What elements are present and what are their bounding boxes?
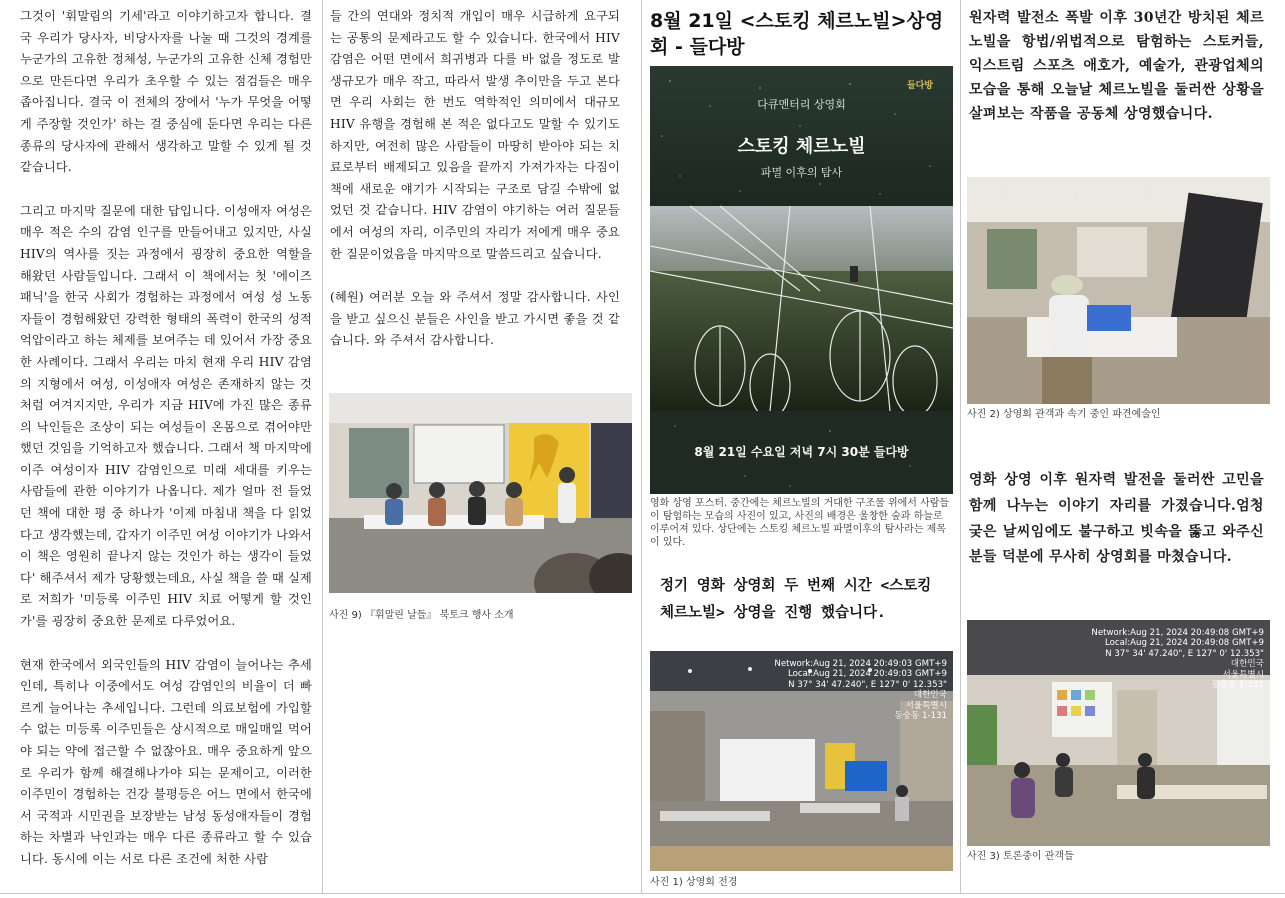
- paragraph: (혜원) 여러분 오늘 와 주셔서 정말 감사합니다. 사인을 받고 싶으신 분들은 사인을 받고 가시면 좋을 것 같습니다. 와 주셔서 감사합니다.: [330, 290, 620, 348]
- poster-kicker: 다큐멘터리 상영회: [757, 98, 846, 111]
- screening-intro-text: 원자력 발전소 폭발 이후 30년간 방치된 체르노빌을 항법/위법적으로 탐험하는 스토커들, 익스트림 스포츠 애호가, 예술가, 관광업체의 모습을 통해 오늘날 체르노빌을 둘러싼 상황을 살펴보는 작품을 공동체 상영했습니다.: [969, 10, 1264, 122]
- overlay-line: Local:Aug 21, 2024 20:49:08 GMT+9: [1104, 638, 1264, 649]
- section-subhead: 정기 영화 상영회 두 번째 시간 <스토킹 체르노빌> 상영을 진행 했습니다.: [660, 578, 932, 621]
- screening-photo: [650, 651, 953, 871]
- photo-caption: 사진 2) 상영회 관객과 속기 중인 파견예술인: [967, 409, 1161, 420]
- overlay-line: 대한민국: [1230, 659, 1264, 670]
- article-headline: 8월 21일 <스토킹 체르노빌>상영회 - 들다방: [650, 10, 944, 58]
- poster-caption: 영화 상영 포스터. 중간에는 체르노빌의 거대한 구조물 위에서 사람들이 탐험하는 모습의 사진이 있고, 사진의 배경은 울창한 숲과 하늘로 이루어져 있다. 상단에는 스토킹 체르노빌 파멸이후의 탐사라는 제목이 있다.: [650, 498, 950, 548]
- paragraph: 들 간의 연대와 정치적 개입이 매우 시급하게 요구되는 공통의 문제라고도 할 수 있습니다. 한국에서 HIV 감염은 어떤 면에서 희귀병과 다를 바 없을 정도로 발생규모가 매우 작고, 따라서 발생 추이만을 두고 본다면 우리 사회는 한 번도 역학적인 의미에서 대규모 HIV 유행을 경험해 본 적은 없다고도 말할 수 있기도 하지만, 여전히 많은 사람들이 마땅히 받아야 되는 치료로부터 배제되고 있음을 끝까지 가져가자는 다짐이 책에 새로운 얘기가 시작되는 구조로 담길 수밖에 없었던 것 같습니다. HIV 감염이 야기하는 여러 질문들에서 여성의 자리, 이주민의 자리가 저에게 매우 중요한 질문이었음을 마지막으로 말씀드리고 싶습니다.: [330, 9, 620, 261]
- overlay-line: 동숭동 1-131: [894, 711, 947, 722]
- overlay-line: Local:Aug 21, 2024 20:49:03 GMT+9: [787, 669, 947, 680]
- poster-subtitle: 파멸 이후의 탐사: [760, 166, 843, 179]
- photo-gps-overlay: [774, 659, 947, 721]
- photo-caption: 사진 3) 토론중이 관객들: [967, 851, 1074, 862]
- paragraph: 그것이 '휘말림의 기세'라고 이야기하고자 합니다. 결국 우리가 당사자, 비당사자를 나눌 때 그것의 경계를 누군가의 고유한 정체성, 누군가의 고유한 신체 경험만으로 만든다면 우리가 초우할 수 있는 점검들은 매우 좁아집니다. 결국 이 전체의 장에서 '누가 무엇을 어떻게 주장할 것인가' 하는 걸 중심에 둔다면 우리는 다른 종류의 당사자에 관해서 생각하고 말할 수 있게 될 것 같습니다.: [20, 9, 312, 175]
- overlay-line: N 37° 34' 47.240", E 127° 0' 12.353": [788, 679, 947, 690]
- photo-gps-overlay: [1091, 628, 1264, 690]
- overlay-line: Network:Aug 21, 2024 20:49:03 GMT+9: [774, 659, 947, 669]
- column-divider: [322, 0, 323, 893]
- movie-poster: [650, 66, 953, 494]
- overlay-line: 동숭동 1-131: [1211, 680, 1264, 691]
- overlay-line: 서울특별시: [1222, 669, 1264, 680]
- post-screening-text: 영화 상영 이후 원자력 발전을 둘러싼 고민을 함께 나누는 이야기 자리를 가졌습니다.엄청 궂은 날씨임에도 불구하고 빗속을 뚫고 와주신 분들 덕분에 무사히 상영회를 마쳤습니다.: [969, 472, 1264, 566]
- column-2-text: [330, 6, 620, 366]
- poster-date-line: 8월 21일 수요일 저녁 7시 30분 들다방: [694, 445, 909, 459]
- column-1-text: [20, 6, 312, 898]
- overlay-line: N 37° 34' 47.240", E 127° 0' 12.353": [1105, 648, 1264, 659]
- audience-photo: [967, 177, 1270, 404]
- overlay-line: Network:Aug 21, 2024 20:49:08 GMT+9: [1091, 628, 1264, 638]
- overlay-line: 서울특별시: [905, 700, 947, 711]
- overlay-line: 대한민국: [913, 690, 947, 701]
- paragraph: 현재 한국에서 외국인들의 HIV 감염이 늘어나는 추세인데, 특히나 이중에서도 여성 감염인의 비율이 더 빠르게 늘어나는 추세입니다. 그런데 의료보험에 가입할 수 없는 미등록 이주민들은 상시적으로 매일매일 먹어야 되는 약에 접근할 수 없잖아요. 매우 중요하게 앞으로 우리가 함께 해결해나가야 되는 문제이고, 이러한 이주민이 경험하는 건강 불평등은 어느 면에서 한국에서 국적과 시민권을 보장받는 남성 동성애자들이 경험하는 차별과 낙인과는 매우 다른 종류라고 할 수 있습니다. 동시에 이는 서로 다른 조건에 처한 사람: [20, 657, 312, 866]
- poster-logo: 들다방: [906, 81, 934, 91]
- discussion-photo: [967, 620, 1270, 846]
- book-talk-photo: [329, 393, 632, 593]
- photo-caption: 사진 9) 『휘말린 날들』 북토크 행사 소개: [329, 610, 514, 621]
- photo-caption: 사진 1) 상영회 전경: [650, 877, 738, 888]
- paragraph: 그리고 마지막 질문에 대한 답입니다. 이성애자 여성은 매우 적은 수의 감염 인구를 만들어내고 있지만, 사실 HIV의 역사를 짓는 과정에서 굉장히 중요한 역할을 해왔던 사람들입니다. 그래서 이 책에서는 첫 '에이즈 패닉'을 한국 사회가 경험하는 과정에서 여성 성 노동자들이 경험해왔던 강력한 형태의 폭력이 한국의 성적 억압이라고 하는 체제를 보여주는 데 있어서 가장 중요한 사례이다. 그래서 우리는 마치 현재 우리 HIV 감염의 지형에서 여성, 이성애자 여성은 존재하지 않는 것처럼 여겨지지만, 우리가 지금 HIV에 가진 많은 종류의 낙인들은 조상이 되는 여성들이 온몸으로 겪어야만 했던 것임을 기억하고자 했습니다. 그래서 책 마지막에 이주 여성이자 HIV 감염인으로 미래 세대를 키우는 사람들에 관한 이야기가 나옵니다. 제가 얼마 전 들었던 책에 대한 평 중 하나가 '이제 마침내 책을 다 읽었다고 생각했는데, 갑자기 이주민 여성 이야기가 나와서 이 책은 영원히 끝나지 않는 것인가 하는 생각이 들었다' 해주셔서 제가 당황했는데요, 사실 책을 쓸 때 실제로 저희가 '미등록 이주민 HIV 치료 어떻게 할 것인가'를 굉장히 중요한 문제로 다루었어요.: [20, 203, 312, 629]
- poster-title: 스토킹 체르노빌: [737, 136, 866, 157]
- audience-photo-image: [967, 177, 1270, 404]
- movie-poster-artwork: [650, 66, 953, 494]
- column-divider: [641, 0, 642, 893]
- column-divider: [960, 0, 961, 893]
- book-talk-photo-image: [329, 393, 632, 593]
